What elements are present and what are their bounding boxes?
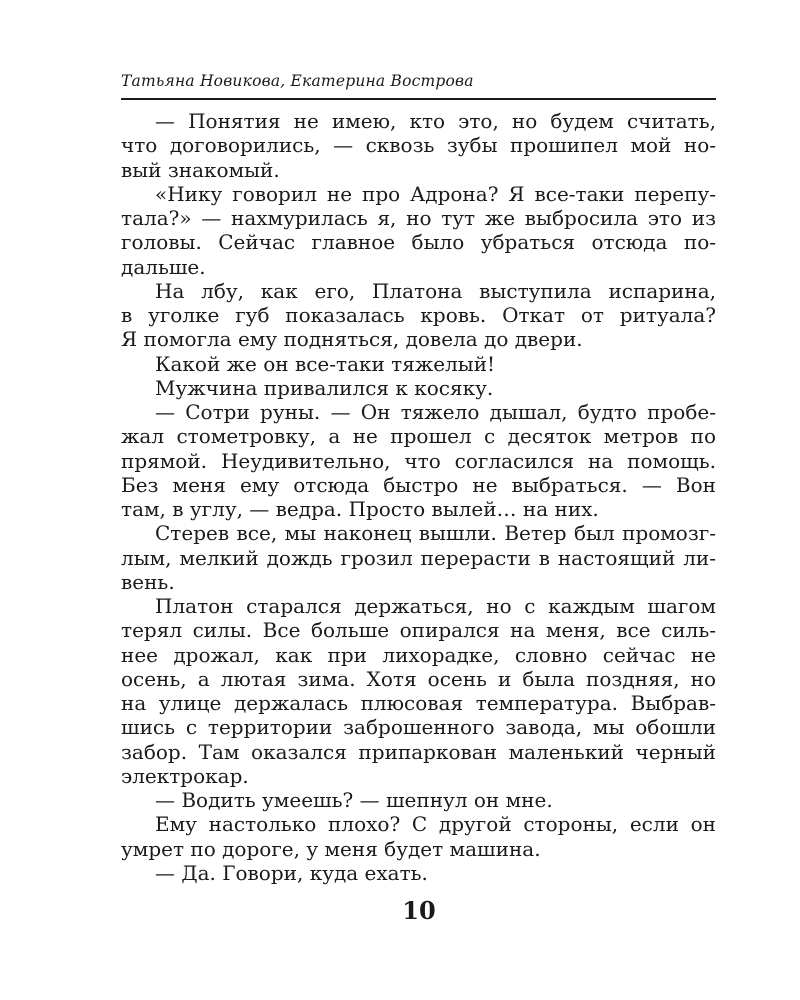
text-line: на улице держалась плюсовая температура. Выбрав- [121, 691, 716, 715]
text-line: лым, мелкий дождь грозил перерасти в настоящий ли- [121, 545, 716, 570]
paragraph [121, 594, 716, 788]
paragraph [121, 279, 716, 352]
paragraph [121, 861, 716, 885]
header-rule [121, 98, 716, 100]
paragraph [121, 788, 716, 812]
paragraph [121, 109, 716, 182]
text-line: забор. Там оказался припаркован маленький черный [121, 739, 716, 764]
text-line: осень, а лютая зима. Хотя осень и была поздняя, но [121, 666, 716, 691]
paragraph [121, 400, 716, 521]
page-number: 10 [402, 896, 436, 925]
text-line: головы. Сейчас главное было убраться отсюда по- [121, 230, 716, 255]
text-line: нее дрожал, как при лихорадке, словно сейчас не [121, 642, 716, 667]
paragraph [121, 521, 716, 594]
text-line: вень. [121, 569, 175, 594]
paragraph [121, 376, 716, 400]
text-line: — Сотри руны. — Он тяжело дышал, будто пробе- [155, 400, 716, 424]
text-line: — Водить умеешь? — шепнул он мне. [155, 788, 553, 812]
paragraph [121, 182, 716, 279]
text-line: Какой же он все-таки тяжелый! [155, 351, 496, 376]
text-line: дальше. [121, 254, 206, 279]
text-line: Платон старался держаться, но с каждым шагом [155, 594, 716, 618]
text-line: Стерев все, мы наконец вышли. Ветер был промозг- [155, 521, 716, 546]
text-line: На лбу, как его, Платона выступила испарина, [155, 278, 716, 303]
text-line: умрет по дороге, у меня будет машина. [121, 836, 541, 861]
text-line: жал стометровку, а не прошел с десяток метров по [121, 424, 716, 449]
text-line: — Да. Говори, куда ехать. [155, 860, 428, 885]
text-line: электрокар. [121, 763, 249, 788]
text-line: вый знакомый. [121, 157, 280, 182]
body-text [121, 109, 716, 885]
text-line: терял силы. Все больше опирался на меня, все силь- [121, 618, 716, 643]
text-line: шись с территории заброшенного завода, мы обошли [121, 715, 716, 740]
text-line: в уголке губ показалась кровь. Откат от ритуала? [121, 303, 716, 327]
text-line: что договорились, — сквозь зубы прошипел мой но- [121, 133, 716, 158]
text-line: тала?» — нахмурилась я, но тут же выбросила это из [121, 206, 716, 230]
paragraph [121, 352, 716, 376]
text-line: Без меня ему отсюда быстро не выбраться. — Вон [121, 472, 716, 497]
text-line: Ему настолько плохо? С другой стороны, если он [155, 812, 716, 837]
text-line: прямой. Неудивительно, что согласился на помощь. [121, 448, 716, 473]
text-line: — Понятия не имею, кто это, но будем считать, [155, 109, 716, 133]
text-line: там, в углу, — ведра. Просто вылей… на них. [121, 497, 599, 521]
text-line: Я помогла ему подняться, довела до двери. [121, 327, 583, 352]
text-line: «Нику говорил не про Адрона? Я все-таки перепу- [155, 181, 716, 206]
text-line: Мужчина привалился к косяку. [155, 375, 494, 400]
running-header: Татьяна Новикова, Екатерина Вострова [121, 72, 474, 90]
paragraph [121, 812, 716, 861]
